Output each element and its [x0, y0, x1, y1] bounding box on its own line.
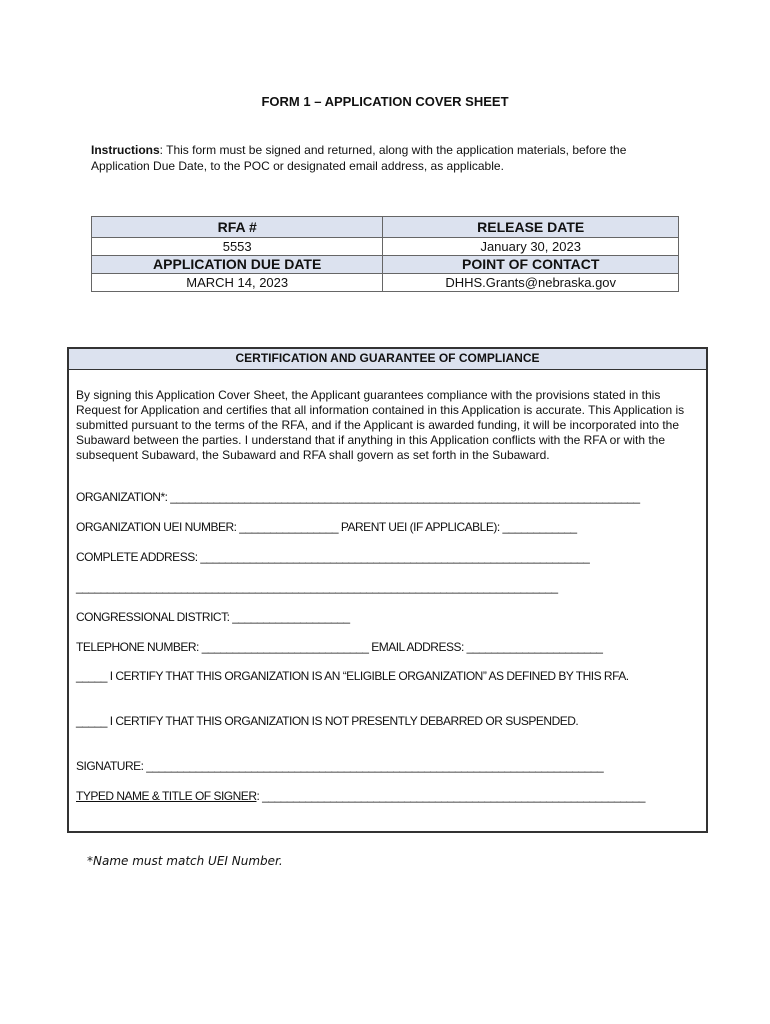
- release-date-header: RELEASE DATE: [383, 217, 679, 238]
- instructions-text: : This form must be signed and returned, along with the application materials, before the Application Due Date, to the POC or designated email address, as applicable.: [91, 143, 627, 173]
- rfa-number-value: 5553: [92, 238, 383, 256]
- point-of-contact-header: POINT OF CONTACT: [383, 256, 679, 274]
- signature-field[interactable]: SIGNATURE: __________________________________________________________________________: [76, 759, 604, 773]
- organization-field[interactable]: ORGANIZATION*: ____________________________________________________________________________: [76, 490, 640, 504]
- release-date-value: January 30, 2023: [383, 238, 679, 256]
- certification-paragraph: By signing this Application Cover Sheet, the Applicant guarantees compliance with the provisions stated in this Request for Application and certifies that all information contained in this Application is accurate. This Application is submitted pursuant to the terms of the RFA, and if the Applicant is awarded funding, it will be incorporated into the Subaward between the parties. I understand that if anything in this Application conflicts with the RFA or with the subsequent Subaward, the Subaward and RFA shall govern as set forth in the Subaward.: [76, 388, 685, 462]
- complete-address-field[interactable]: COMPLETE ADDRESS: _______________________________________________________________: [76, 550, 590, 564]
- instructions-label: Instructions: [91, 143, 160, 157]
- certification-heading: CERTIFICATION AND GUARANTEE OF COMPLIANCE: [69, 349, 706, 370]
- typed-name-label: TYPED NAME & TITLE OF SIGNER: [76, 789, 257, 803]
- typed-name-field[interactable]: [76, 789, 696, 804]
- form-title: FORM 1 – APPLICATION COVER SHEET: [261, 94, 509, 109]
- address-line-2-field[interactable]: ______________________________________________________________________________: [76, 580, 558, 594]
- certify-not-debarred-field[interactable]: _____ I CERTIFY THAT THIS ORGANIZATION IS NOT PRESENTLY DEBARRED OR SUSPENDED.: [76, 714, 579, 728]
- rfa-info-table: [91, 216, 679, 292]
- rfa-number-header: RFA #: [92, 217, 383, 238]
- uei-number-field[interactable]: ORGANIZATION UEI NUMBER: ________________ PARENT UEI (IF APPLICABLE): ____________: [76, 520, 577, 534]
- due-date-value: MARCH 14, 2023: [92, 274, 383, 292]
- certification-box: [67, 347, 708, 833]
- footnote: *Name must match UEI Number.: [87, 854, 283, 868]
- telephone-email-field[interactable]: TELEPHONE NUMBER: ___________________________ EMAIL ADDRESS: ______________________: [76, 640, 603, 654]
- certify-eligible-field[interactable]: _____ I CERTIFY THAT THIS ORGANIZATION IS AN “ELIGIBLE ORGANIZATION” AS DEFINED BY THIS RFA.: [76, 669, 629, 683]
- typed-name-blank[interactable]: : ______________________________________________________________: [256, 789, 645, 803]
- instructions: [91, 142, 671, 174]
- point-of-contact-value[interactable]: DHHS.Grants@nebraska.gov: [383, 274, 679, 292]
- due-date-header: APPLICATION DUE DATE: [92, 256, 383, 274]
- congressional-district-field[interactable]: CONGRESSIONAL DISTRICT: ___________________: [76, 610, 350, 624]
